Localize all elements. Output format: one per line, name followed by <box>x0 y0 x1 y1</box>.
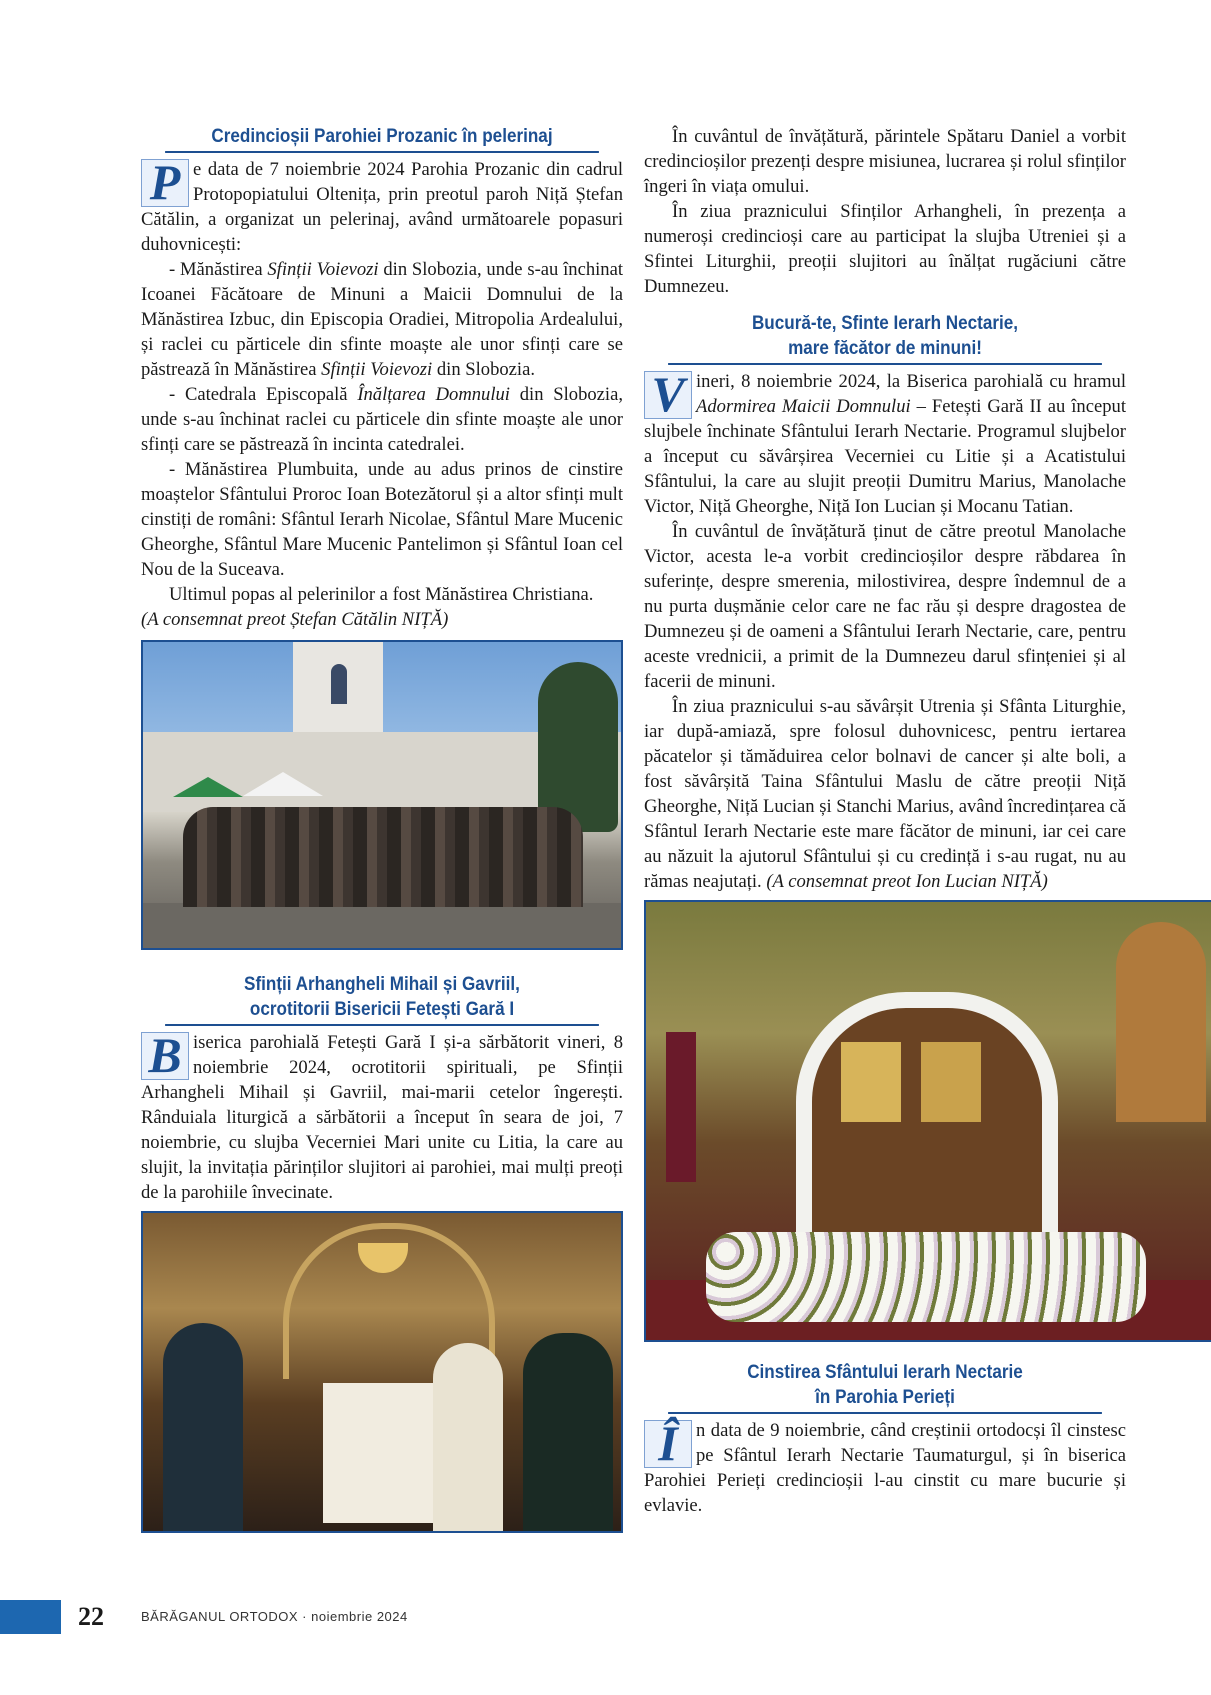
left-column <box>141 124 623 1533</box>
publication-name: BĂRĂGANUL ORTODOX · noiembrie 2024 <box>141 1609 408 1624</box>
dropcap-b-icon: B <box>141 1032 189 1080</box>
article-3-credit: (A consemnat preot Ion Lucian NIȚĂ) <box>766 871 1048 892</box>
article-3-body: V ineri, 8 noiembrie 2024, la Biserica parohială cu hramul Adormirea Maicii Domnului – Fetești Gară II au început slujbele închinate Sfântului Ierarh Nectarie. Programul slujbelor a început cu săvârșirea Vecerniei cu Litie și a Acatistului Sfântului, la care au slujit preoții Dumitru Marius, Manolache Victor, Niță Gheorghe, Niță Ion Lucian și Mocanu Tatian. În cuvântul de învățătură ținut de către preotul Manolache Victor, acesta le-a vorbit credincioșilor despre răbdarea în suferințe, despre smerenia, milostivirea, despre îndemnul de a nu purta dușmănie celor care ne fac rău și despre dragostea de Dumnezeu și de oameni a Sfântului Ierarh Nectarie, care, pentru aceste vrednicii, a primit de la Dumnezeu darul sfințeniei și al facerii de minuni. În ziua praznicului s-au săvârșit Utrenia și Sfânta Liturghie, iar după-amiază, spre folosul duhovnicesc, pentru iertarea păcatelor și tămăduirea celor bolnavi de cancer și alte boli, a fost săvârșită Taina Sfântului Maslu de către preoții Niță Gheorghe, Niță Lucian și Stanchi Marius, având încredințarea că Sfântul Ierarh Nectarie este mare făcător de minuni, iar cei care au năzuit la ajutorul Sfântului și cu credință i s-au rugat, nu au rămas neajutați. (A consemnat preot Ion Lucian NIȚĂ) <box>644 366 1126 892</box>
article-2-title: Sfinții Arhangheli Mihail și Gavriil, ocrotitorii Bisericii Fetești Gară I <box>165 972 599 1026</box>
right-column <box>644 124 1126 1518</box>
article-1-title: Credincioșii Parohiei Prozanic în pelerinaj <box>165 124 599 153</box>
footer-accent-bar <box>0 1600 61 1634</box>
article-1-credit: (A consemnat preot Ștefan Cătălin NIȚĂ) <box>141 609 449 630</box>
article-1-body: P e data de 7 noiembrie 2024 Parohia Prozanic din cadrul Protopopiatului Oltenița, prin preotul paroh Niță Ștefan Cătălin, a organizat un pelerinaj, având următoarele popasuri duhovnicești: - Mănăstirea Sfinții Voievozi din Slobozia, unde s-au închinat Icoanei Făcătoare de Minuni a Maicii Domnului de la Mănăstirea Izbuc, din Episcopia Oradiei, Mitropolia Ardealului, și raclei cu părticele din sfinte moaște ale unor sfinți care se păstrează în Mănăstirea Sfinții Voievozi din Slobozia. - Catedrala Episcopală Înălțarea Domnului din Slobozia, unde s-au închinat raclei cu părticele din sfinte moaște ale unor sfinți care se păstrează în incinta catedralei. - Mănăstirea Plumbuita, unde au adus prinos de cinstire moaștelor Sfântului Proroc Ioan Botezătorul și a altor sfinți mult cinstiți de români: Sfântul Ierarh Nicolae, Sfântul Mare Mucenic Gheorghe, Sfântul Mare Mucenic Pantelimon și Sfântul Ioan cel Nou de la Suceava. Ultimul popas al pelerinilor a fost Mănăstirea Christiana. (A consemnat preot Ștefan Cătălin NIȚĂ) <box>141 154 623 630</box>
page-number: 22 <box>78 1602 104 1631</box>
church-service-photo <box>141 1211 623 1533</box>
article-2-continued: În cuvântul de învățătură, părintele Spătaru Daniel a vorbit credincioșilor prezenți despre misiunea, lucrarea și rolul sfinților îngeri în viața omului. În ziua praznicului Sfinților Arhangheli, în prezența a numeroși credincioși care au participat la slujba Utreniei și a Sfintei Liturghii, preoții slujitori au înălțat rugăciuni către Dumnezeu. <box>644 126 1126 297</box>
article-4-body: Î n data de 9 noiembrie, când creștinii ortodocși îl cinstesc pe Sfântul Ierarh Nectarie Taumaturgul, și în biserica Parohiei Perieți credincioșii l-au cinstit cu mare bucurie și evlavie. <box>644 1415 1126 1516</box>
dropcap-v-icon: V <box>644 371 692 419</box>
article-3-title: Bucură-te, Sfinte Ierarh Nectarie, mare făcător de minuni! <box>668 311 1102 365</box>
article-2-body: B iserica parohială Fetești Gară I și-a sărbătorit vineri, 8 noiembrie 2024, ocrotitorii spirituali, pe Sfinții Arhangheli Mihail și Gavriil, mai-marii cetelor îngerești. Rânduiala liturgică a sărbătorii a început în seara de joi, 7 noiembrie, cu slujba Vecerniei Mari unite cu Litia, la care au slujit, la invitația părinților slujitori ai parohiei, mai mulți preoți de la parohiile învecinate. <box>141 1027 623 1203</box>
icon-shrine-photo <box>644 900 1211 1342</box>
article-4-title: Cinstirea Sfântului Ierarh Nectarie în Parohia Perieți <box>668 1360 1102 1414</box>
dropcap-i-icon: Î <box>644 1420 692 1468</box>
dropcap-p-icon: P <box>141 159 189 207</box>
pilgrimage-group-photo <box>141 640 623 950</box>
